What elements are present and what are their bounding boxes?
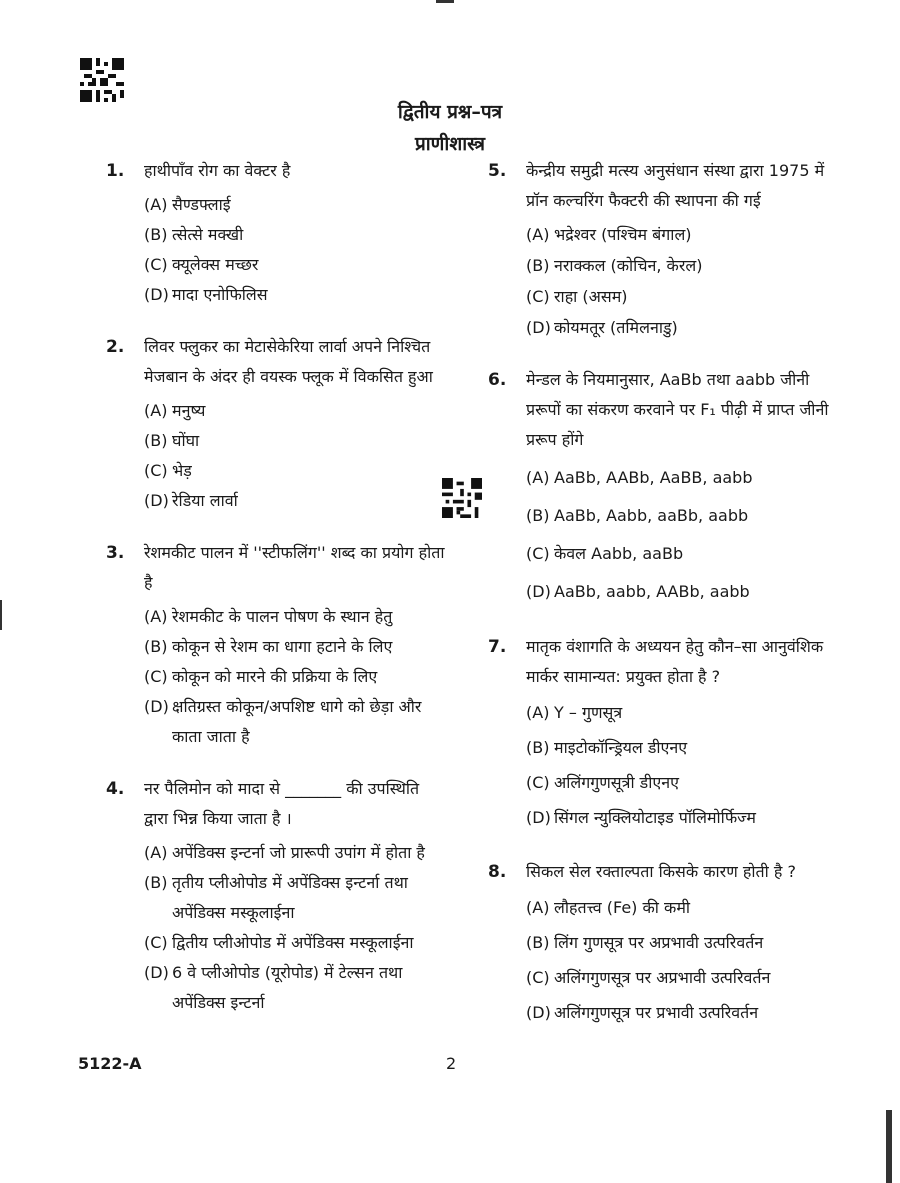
- option-text: भद्रेश्वर (पश्चिम बंगाल): [554, 225, 692, 244]
- question-8: [488, 857, 838, 1030]
- option: [144, 662, 446, 692]
- option: [144, 632, 446, 662]
- option-label: (A): [526, 703, 550, 722]
- options-list: [526, 891, 838, 1030]
- option: [144, 486, 446, 516]
- option: [526, 891, 838, 925]
- option-text: रेडिया लार्वा: [172, 491, 238, 510]
- options-list: [144, 602, 446, 752]
- option-label: (B): [144, 431, 168, 450]
- option-label: (C): [526, 773, 550, 792]
- option-label: (D): [526, 582, 551, 601]
- option-text: लिंग गुणसूत्र पर अप्रभावी उत्परिवर्तन: [554, 933, 764, 952]
- option: [526, 926, 838, 960]
- question-text: लिवर फ्लुकर का मेटासेकेरिया लार्वा अपने निश्चित मेजबान के अंदर ही वयस्क फ्लूक में विकसित हुआ: [144, 337, 433, 386]
- option: [144, 838, 446, 868]
- question-text: हाथीपाँव रोग का वेक्टर है: [144, 161, 291, 180]
- option-text: अपेंडिक्स इन्टर्ना जो प्रारूपी उपांग में होता है: [172, 843, 425, 862]
- option-text: 6 वे प्लीओपोड (यूरोपोड) में टेल्सन तथा अपेंडिक्स इन्टर्ना: [172, 963, 403, 1012]
- option-text: द्वितीय प्लीओपोड में अपेंडिक्स मस्कूलाईना: [172, 933, 414, 952]
- option-text: मादा एनोफिलिस: [172, 285, 268, 304]
- qr-code-icon: [80, 58, 124, 102]
- option: [526, 766, 838, 800]
- options-list: [526, 696, 838, 835]
- option-text: माइटोकॉन्ड्रियल डीएनए: [554, 738, 688, 757]
- option: [526, 251, 838, 281]
- option: [526, 313, 838, 343]
- options-list: [144, 838, 446, 1018]
- qr-code-icon: [442, 478, 482, 518]
- question-number: 4.: [106, 779, 125, 799]
- option-text: क्षतिग्रस्त कोकून/अपशिष्ट धागे को छेड़ा और काता जाता है: [172, 697, 422, 746]
- option-label: (D): [144, 963, 169, 982]
- option: [526, 497, 838, 534]
- option-label: (D): [526, 808, 551, 827]
- question-number: 2.: [106, 337, 125, 357]
- option-label: (A): [526, 898, 550, 917]
- option-label: (A): [144, 401, 168, 420]
- option-label: (D): [144, 697, 169, 716]
- option-text: अलिंगगुणसूत्री डीएनए: [554, 773, 679, 792]
- option: [526, 731, 838, 765]
- option-text: तृतीय प्लीओपोड में अपेंडिक्स इन्टर्ना तथा अपेंडिक्स मस्कूलाईना: [172, 873, 408, 922]
- option-text: Y – गुणसूत्र: [554, 703, 623, 722]
- question-number: 5.: [488, 161, 507, 181]
- question-text: मेन्डल के नियमानुसार, AaBb तथा aabb जीनी प्ररूपों का संकरण करवाने पर F₁ पीढ़ी में प्राप्त जीनी प्ररूप होंगे: [526, 370, 829, 449]
- option: [526, 459, 838, 496]
- option-text: अलिंगगुणसूत्र पर अप्रभावी उत्परिवर्तन: [554, 968, 771, 987]
- option-label: (A): [144, 195, 168, 214]
- option: [526, 961, 838, 995]
- question-number: 6.: [488, 370, 507, 390]
- option-label: (A): [526, 225, 550, 244]
- option-label: (C): [526, 968, 550, 987]
- option-text: सैण्डफ्लाई: [172, 195, 231, 214]
- paper-code: 5122-A: [78, 1054, 142, 1073]
- option-text: सिंगल न्युक्लियोटाइड पॉलिमोर्फिज्म: [554, 808, 756, 827]
- option-label: (D): [144, 285, 169, 304]
- question-6: [488, 365, 838, 610]
- question-text: नर पैलिमोन को मादा से _______ की उपस्थिति द्वारा भिन्न किया जाता है ।: [144, 779, 420, 828]
- option-text: AaBb, AABb, AaBB, aabb: [554, 468, 753, 487]
- question-2: [106, 332, 446, 516]
- subject-title: प्राणीशास्त्र: [414, 133, 486, 155]
- question-number: 1.: [106, 161, 125, 181]
- option-label: (B): [526, 506, 550, 525]
- option-text: घोंघा: [172, 431, 200, 450]
- option-text: AaBb, aabb, AABb, aabb: [554, 582, 750, 601]
- option-text: AaBb, Aabb, aaBb, aabb: [554, 506, 749, 525]
- option: [526, 801, 838, 835]
- question-text: मातृक वंशागति के अध्ययन हेतु कौन–सा आनुवंशिक मार्कर सामान्यत: प्रयुक्त होता है ?: [526, 637, 824, 686]
- option-label: (A): [144, 607, 168, 626]
- option-text: अलिंगगुणसूत्र पर प्रभावी उत्परिवर्तन: [554, 1003, 759, 1022]
- question-4: [106, 774, 446, 1018]
- option-label: (C): [144, 255, 168, 274]
- option-label: (A): [144, 843, 168, 862]
- option-label: (B): [526, 738, 550, 757]
- option-label: (C): [144, 667, 168, 686]
- option: [526, 535, 838, 572]
- option-label: (C): [144, 933, 168, 952]
- option-label: (B): [144, 873, 168, 892]
- option: [144, 250, 446, 280]
- question-text: केन्द्रीय समुद्री मत्स्य अनुसंधान संस्था द्वारा 1975 में प्रॉन कल्चरिंग फैक्टरी की स्थापना की गई: [526, 161, 825, 210]
- question-text: रेशमकीट पालन में ''स्टीफलिंग'' शब्द का प्रयोग होता है: [144, 543, 445, 592]
- option: [144, 190, 446, 220]
- scan-edge-mark: [886, 1110, 892, 1183]
- right-column: [488, 156, 838, 1052]
- question-5: [488, 156, 838, 343]
- option: [144, 692, 446, 752]
- option: [144, 868, 446, 928]
- option: [526, 282, 838, 312]
- option: [526, 573, 838, 610]
- scan-edge-mark: [0, 600, 2, 630]
- page-number: 2: [446, 1054, 457, 1073]
- option-label: (B): [144, 225, 168, 244]
- option: [144, 602, 446, 632]
- option: [144, 426, 446, 456]
- option-text: मनुष्य: [172, 401, 206, 420]
- question-3: [106, 538, 446, 752]
- question-7: [488, 632, 838, 835]
- option-text: कोयमतूर (तमिलनाडु): [554, 318, 678, 337]
- option: [144, 396, 446, 426]
- option: [144, 928, 446, 958]
- option-text: लौहतत्त्व (Fe) की कमी: [554, 898, 691, 917]
- option: [144, 280, 446, 310]
- option-label: (D): [526, 318, 551, 337]
- option: [526, 996, 838, 1030]
- option: [526, 696, 838, 730]
- option: [526, 220, 838, 250]
- option-label: (C): [526, 287, 550, 306]
- option-label: (D): [526, 1003, 551, 1022]
- option-text: कोकून को मारने की प्रक्रिया के लिए: [172, 667, 378, 686]
- question-1: [106, 156, 446, 310]
- option: [144, 456, 446, 486]
- option-label: (C): [144, 461, 168, 480]
- options-list: [144, 396, 446, 516]
- options-list: [526, 220, 838, 343]
- option-text: केवल Aabb, aaBb: [554, 544, 684, 563]
- options-list: [526, 459, 838, 610]
- option-text: त्सेत्से मक्खी: [172, 225, 244, 244]
- option-text: क्यूलेक्स मच्छर: [172, 255, 259, 274]
- option-label: (D): [144, 491, 169, 510]
- options-list: [144, 190, 446, 310]
- question-number: 8.: [488, 862, 507, 882]
- option-label: (B): [526, 256, 550, 275]
- left-column: [106, 156, 446, 1040]
- option-label: (B): [144, 637, 168, 656]
- scan-edge-mark: [436, 0, 454, 3]
- option-label: (B): [526, 933, 550, 952]
- option-label: (C): [526, 544, 550, 563]
- question-text: सिकल सेल रक्ताल्पता किसके कारण होती है ?: [526, 862, 796, 881]
- option-text: कोकून से रेशम का धागा हटाने के लिए: [172, 637, 393, 656]
- option: [144, 220, 446, 250]
- question-number: 3.: [106, 543, 125, 563]
- paper-title: द्वितीय प्रश्न–पत्र: [397, 101, 503, 123]
- option-label: (A): [526, 468, 550, 487]
- option-text: भेड़: [172, 461, 192, 480]
- option-text: रेशमकीट के पालन पोषण के स्थान हेतु: [172, 607, 393, 626]
- option-text: राहा (असम): [554, 287, 628, 306]
- question-number: 7.: [488, 637, 507, 657]
- option: [144, 958, 446, 1018]
- option-text: नराक्कल (कोचिन, केरल): [554, 256, 703, 275]
- page-header: [300, 96, 600, 160]
